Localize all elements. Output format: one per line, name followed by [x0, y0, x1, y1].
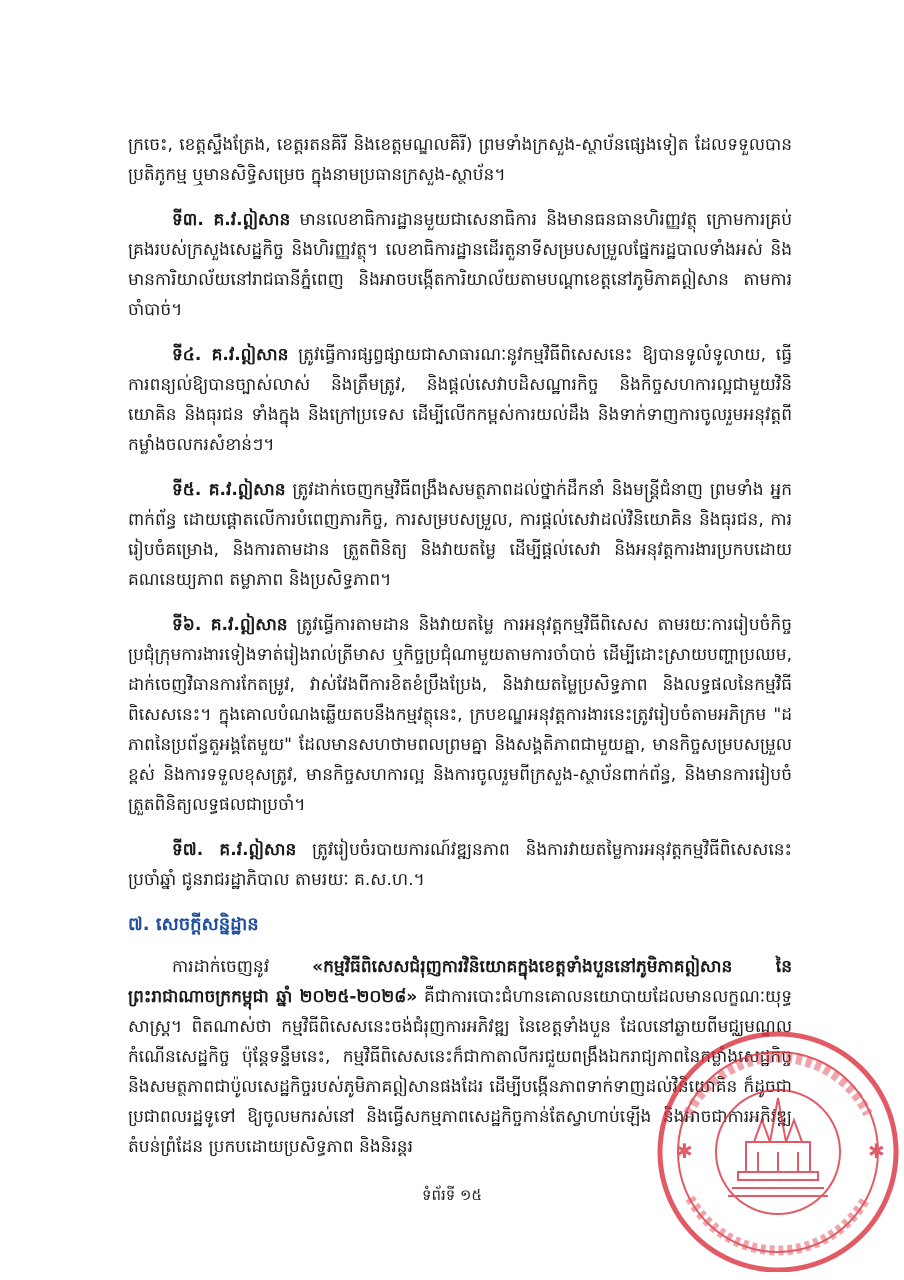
article-label: ទី៧. គ.វ.ឦសាន [172, 840, 297, 860]
article-3 [128, 205, 792, 325]
svg-text:✱: ✱ [676, 1139, 693, 1163]
article-text: ត្រូវធ្វើការតាមដាន និងវាយតម្លៃ ការអនុវត្តកម្មវិធីពិសេស តាមរយៈការរៀបចំកិច្ចប្រជុំក្រុមការងារទៀងទាត់រៀងរាល់ត្រីមាស ឬកិច្ចប្រជុំណាមួយតាមការចាំបាច់ ដើម្បីដោះស្រាយបញ្ហាប្រឈម, ដាក់ចេញវិធានការកែតម្រូវ, វាស់វែងពីការខិតខំប្រឹងប្រែង, និងវាយតម្លៃប្រសិទ្ធភាព និងលទ្ធផលនៃកម្មវិធីពិសេសនេះ។ ក្នុងគោលបំណងឆ្លើយតបនឹងកម្មវត្ថុនេះ, ក្របខណ្ឌអនុវត្តការងារនេះត្រូវរៀបចំតាមអភិក្រម "ដភាពនៃប្រព័ន្ធតួអង្គតែមួយ" ដែលមានសហថាមពលព្រមគ្នា និងសង្គតិភាពជាមួយគ្នា, មានកិច្ចសម្របសម្រួលខ្ពស់ និងការទទួលខុសត្រូវ, មានកិច្ចសហការល្អ និងការចូលរួមពីក្រសួង-ស្ថាប័នពាក់ព័ន្ធ, និងមានការរៀបចំត្រួតពិនិត្យលទ្ធផលជាប្រចាំ។ [128, 615, 792, 815]
section-heading: ៧. សេចក្តីសន្និដ្ឋាន [128, 914, 259, 935]
svg-text:✱: ✱ [868, 1139, 885, 1163]
article-text: ត្រូវដាក់ចេញកម្មវិធីពង្រឹងសមត្ថភាពដល់ថ្នាក់ដឹកនាំ និងមន្ត្រីជំនាញ ព្រមទាំង អ្នកពាក់ព័ន្ធ ដោយផ្តោតលើការបំពេញភារកិច្ច, ការសម្របសម្រួល, ការផ្តល់សេវាដល់វិនិយោគិន និងធុរជន, ការរៀបចំគម្រោង, និងការតាមដាន ត្រួតពិនិត្យ និងវាយតម្លៃ ដើម្បីផ្តល់សេវា និងអនុវត្តការងារប្រកបដោយគណនេយ្យភាព តម្លាភាព និងប្រសិទ្ធភាព។ [128, 480, 792, 590]
paragraph-text: ក្រចេះ, ខេត្តស្ទឹងត្រែង, ខេត្តរតនគិរី និងខេត្តមណ្ឌលគិរី) ព្រមទាំងក្រសួង-ស្ថាប័នផ្សេងទៀត ដែលទទួលបានប្រតិភូកម្ម ឬមានសិទ្ធិសម្រេច ក្នុងនាមប្រធានក្រសួង-ស្ថាប័ន។ [128, 135, 792, 185]
article-label: ទី៦. គ.វ.ឦសាន [172, 615, 288, 635]
article-label: ទី៥. គ.វ.ឦសាន [172, 480, 286, 500]
article-7 [128, 835, 792, 895]
article-5 [128, 475, 792, 595]
official-seal-stamp [628, 1002, 904, 1272]
conclusion-text: គឺជាការបោះជំហានគោលនយោបាយដែលមានលក្ខណៈយុទ្ធសាស្ត្រ។ ពិតណាស់ថា កម្មវិធីពិសេសនេះចង់ជំរុញការអភិវឌ្ឍ នៃខេត្តទាំងបួន ដែលនៅឆ្ងាយពីមជ្ឈមណ្ឌលកំណើនសេដ្ឋកិច្ច ប៉ុន្តែទន្ទឹមនេះ, កម្មវិធីពិសេសនេះក៏ជាកាតាលីករជួយពង្រឹងឯករាជ្យភាពនៃកម្លាំងសេដ្ឋកិច្ច និងសមត្ថភាពជាប៉ូលសេដ្ឋកិច្ចរបស់ភូមិភាគឦសានផងដែរ ដើម្បីបង្កើនភាពទាក់ទាញដល់វិនិយោគិន ក៏ដូចជាប្រជាពលរដ្ឋទូទៅ ឱ្យចូលមករស់នៅ និងធ្វើសកម្មភាពសេដ្ឋកិច្ចកាន់តែស្វាហាប់ឡើង និងអាចជាការអភិវឌ្ឍតំបន់ព្រំដែន ប្រកបដោយប្រសិទ្ធភាព និងនិរន្តរ [128, 987, 792, 1157]
article-6 [128, 610, 792, 820]
article-4 [128, 340, 792, 460]
article-text: មានលេខាធិការដ្ឋានមួយជាសេនាធិការ និងមានធនធានហិរញ្ញវត្ថុ ក្រោមការគ្រប់គ្រងរបស់ក្រសួងសេដ្ឋកិច្ច និងហិរញ្ញវត្ថុ។ លេខាធិការដ្ឋានដើរតួនាទីសម្របសម្រួលផ្នែករដ្ឋបាលទាំងអស់ និងមានការិយាល័យនៅរាជធានីភ្នំពេញ និងអាចបង្កើតការិយាល័យតាមបណ្តាខេត្តនៅភូមិភាគឦសាន តាមការចាំបាច់។ [128, 210, 792, 320]
conclusion-lead: ការដាក់ចេញនូវ [172, 957, 313, 977]
program-title: «កម្មវិធីពិសេសជំរុញការវិនិយោគក្នុងខេត្តទាំងបួននៅភូមិភាគឦសាន នៃព្រះរាជាណាចក្រកម្ពុជា ឆ្នាំ ២០២៥-២០២៨» [128, 957, 792, 1007]
article-text: ត្រូវធ្វើការផ្សព្វផ្សាយជាសាធារណៈនូវកម្មវិធីពិសេសនេះ ឱ្យបានទូលំទូលាយ, ធ្វើការពន្យល់ឱ្យបានច្បាស់លាស់ និងត្រឹមត្រូវ, និងផ្តល់សេវាបដិសណ្ឋារកិច្ច និងកិច្ចសហការល្អជាមួយវិនិយោគិន និងធុរជន ទាំងក្នុង និងក្រៅប្រទេស ដើម្បីលើកកម្ពស់ការយល់ដឹង និងទាក់ទាញការចូលរួមអនុវត្តពីកម្លាំងចលករសំខាន់ៗ។ [128, 345, 792, 455]
article-text: ត្រូវរៀបចំរបាយការណ៍វឌ្ឍនភាព និងការវាយតម្លៃការអនុវត្តកម្មវិធីពិសេសនេះ ប្រចាំឆ្នាំ ជូនរាជរដ្ឋាភិបាល តាមរយៈ គ.ស.ហ.។ [128, 840, 792, 890]
paragraph-continuation [128, 130, 792, 190]
page-number: ទំព័រទី ១៥ [421, 1186, 483, 1204]
article-label: ទី៣. គ.វ.ឦសាន [172, 210, 291, 230]
article-label: ទី៤. គ.វ.ឦសាន [172, 345, 289, 365]
